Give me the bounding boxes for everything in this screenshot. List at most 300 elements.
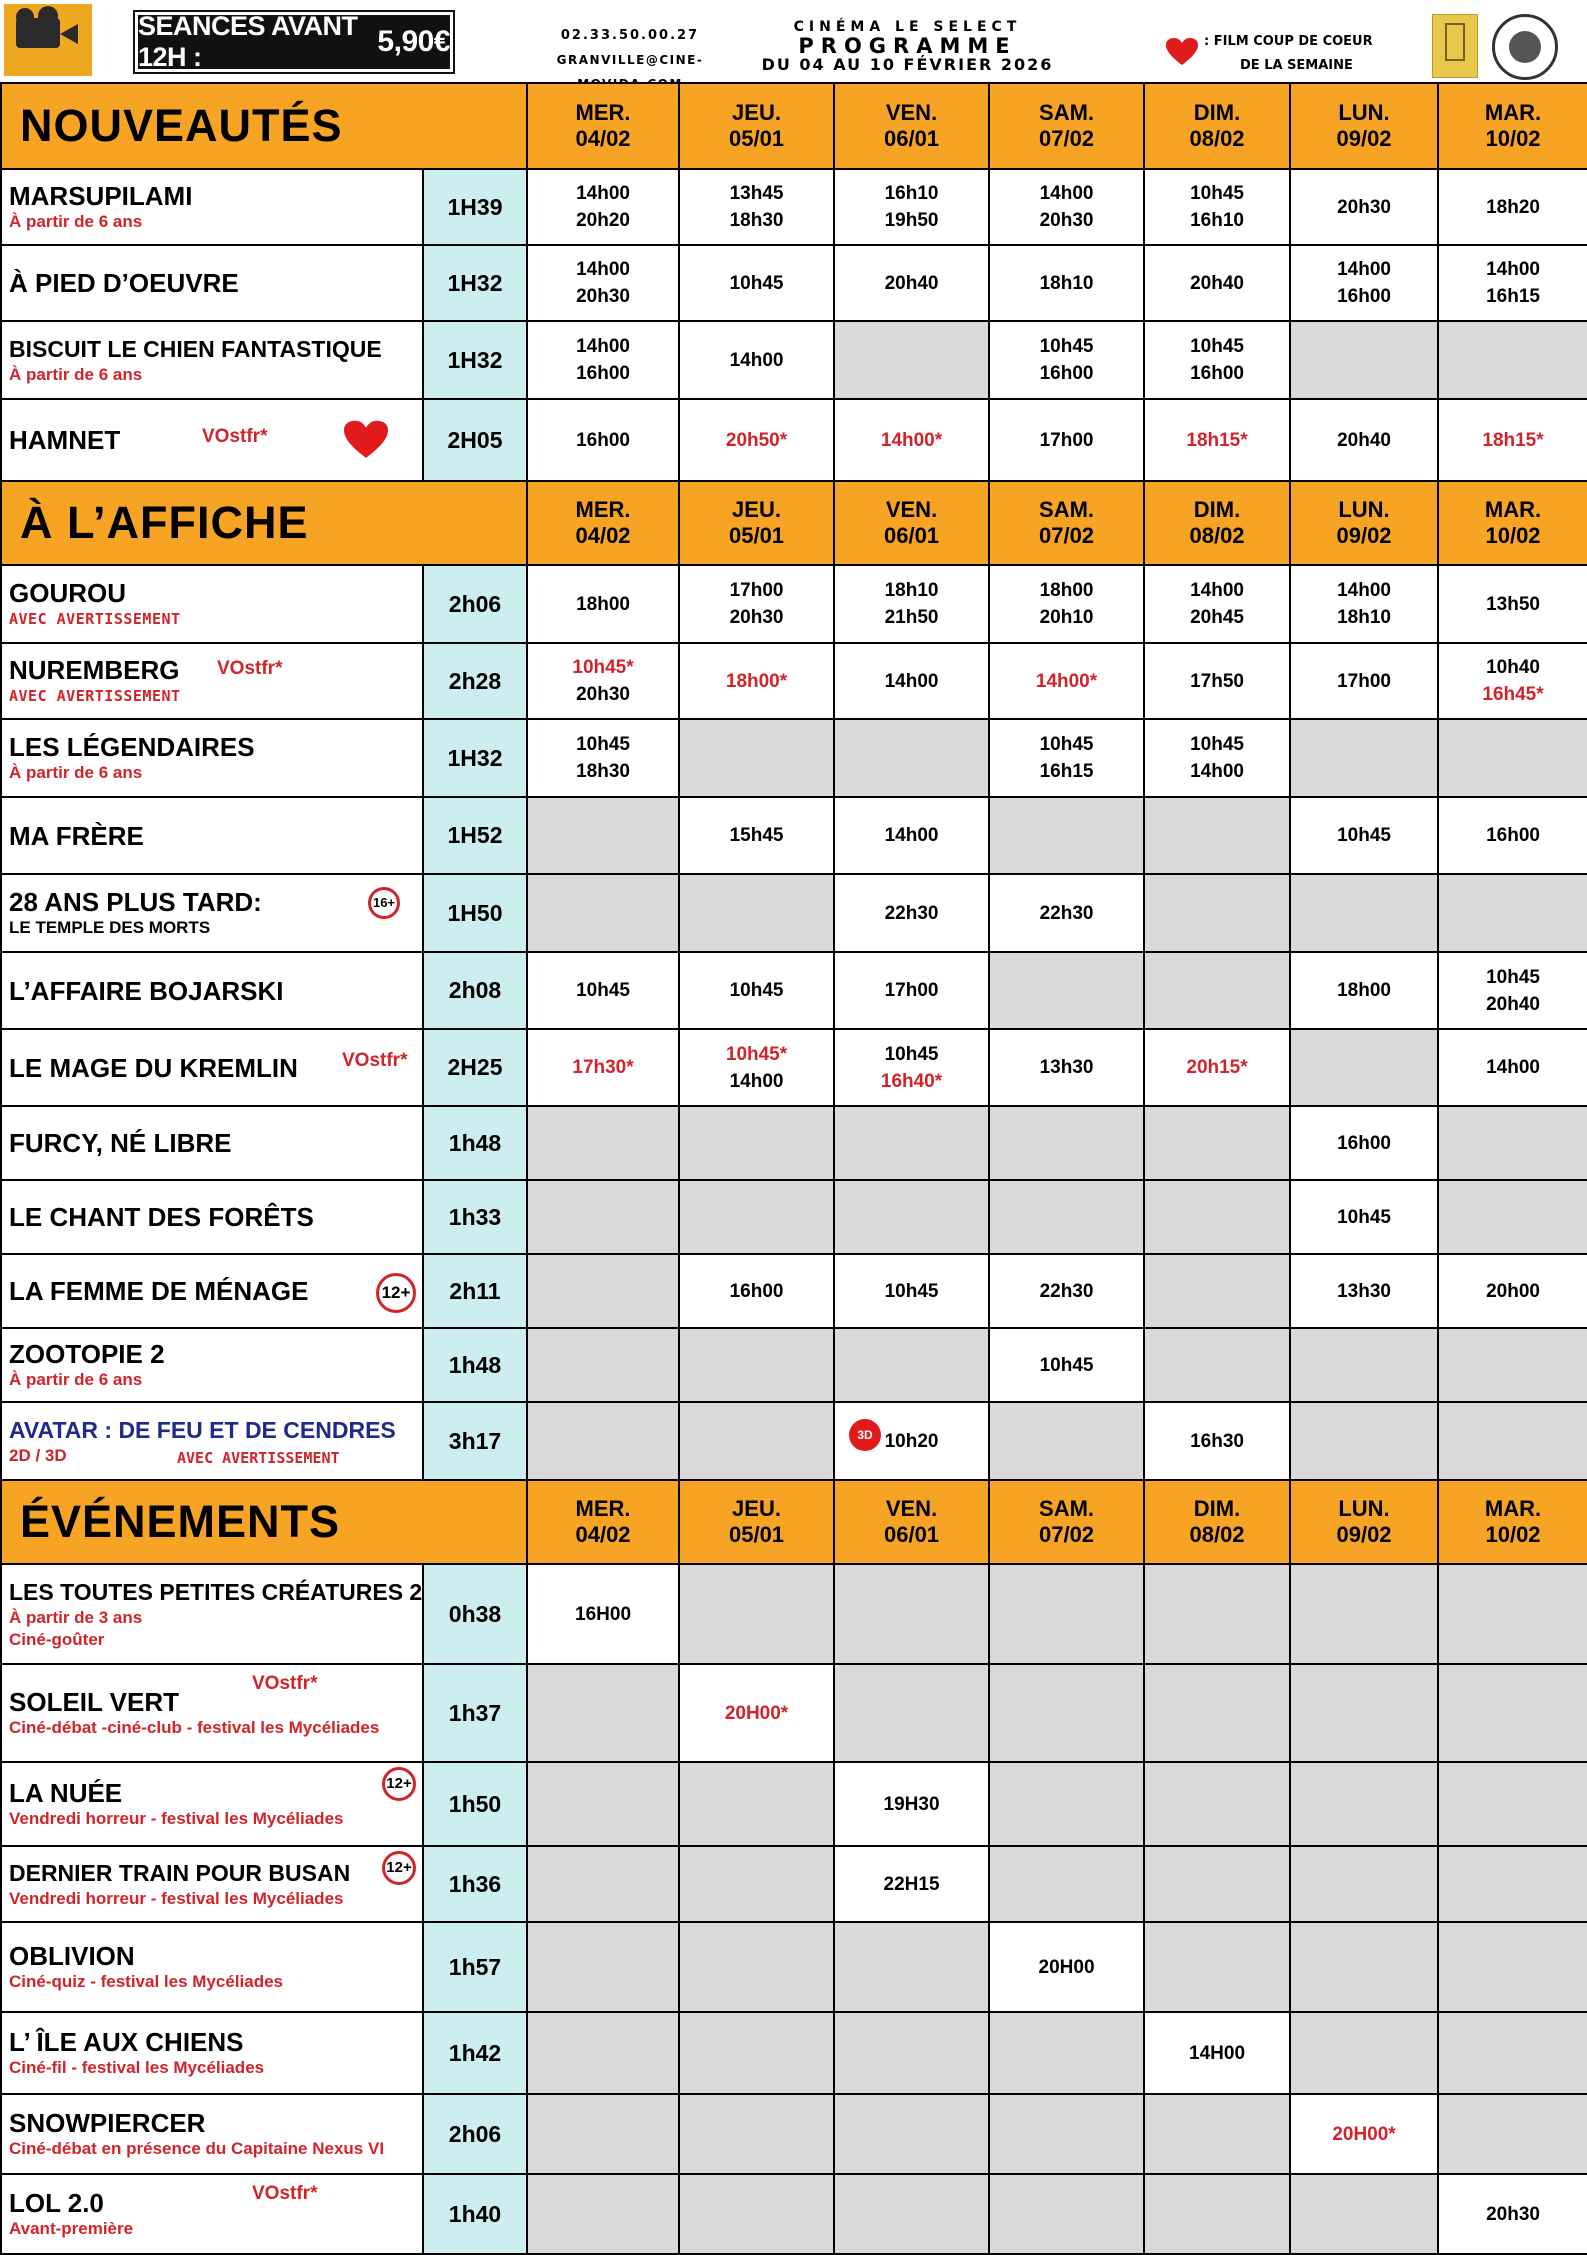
session-cell	[1438, 169, 1587, 245]
day-date: 06/01	[883, 523, 940, 548]
film-cell	[1, 1254, 423, 1328]
session-cell	[527, 1846, 679, 1922]
session-cell	[679, 1402, 834, 1480]
session-cell	[1438, 1922, 1587, 2012]
film-row	[1, 565, 1587, 643]
session-time: 20h40	[1337, 429, 1391, 451]
film-title: À PIED D’OEUVRE	[9, 268, 239, 298]
session-cell	[1144, 1180, 1290, 1254]
session-time: 22h30	[1039, 902, 1094, 924]
session-time: 14h00	[1190, 580, 1244, 601]
day-date: 05/01	[728, 1522, 785, 1547]
session-cell	[527, 2012, 679, 2094]
film-title: LE CHANT DES FORÊTS	[9, 1202, 314, 1232]
session-time: 20h20	[576, 210, 630, 231]
session-time: 14h00	[729, 349, 784, 371]
film-duration: 1h40	[423, 2174, 527, 2254]
session-time: 16h45*	[1482, 684, 1544, 705]
session-cell	[1438, 719, 1587, 797]
session-cell	[1144, 643, 1290, 719]
session-time: 18h30	[576, 761, 630, 782]
session-time: 14h00	[576, 336, 630, 357]
film-cell	[1, 1664, 423, 1762]
session-time: 22h30	[1039, 1280, 1094, 1302]
session-cell	[679, 1180, 834, 1254]
session-cell	[679, 321, 834, 399]
day-date: 05/01	[728, 126, 785, 151]
session-cell	[1290, 2094, 1438, 2174]
session-cell	[1290, 1029, 1438, 1106]
film-row	[1, 169, 1587, 245]
session-cell	[1438, 797, 1587, 874]
vostfr-label: VOstfr*	[252, 2183, 318, 2204]
session-time: 16H00	[575, 1603, 632, 1625]
session-cell	[1290, 1564, 1438, 1664]
film-duration: 2H25	[423, 1029, 527, 1106]
session-time: 18h00	[1039, 580, 1094, 601]
day-date: 04/02	[575, 126, 631, 151]
session-cell	[679, 1846, 834, 1922]
session-cell	[834, 952, 989, 1029]
film-cell	[1, 245, 423, 321]
session-time: 10h45	[1039, 336, 1094, 357]
day-date: 09/02	[1336, 523, 1392, 548]
session-time: 14h00	[1337, 580, 1391, 601]
session-cell	[1144, 2094, 1290, 2174]
session-cell	[989, 1664, 1144, 1762]
session-time: 15h45	[729, 825, 784, 846]
film-title: GOUROU	[9, 578, 126, 608]
film-duration: 1H32	[423, 321, 527, 399]
session-cell	[1144, 399, 1290, 481]
session-time: 18h10	[1039, 272, 1094, 294]
day-name: LUN.	[1338, 497, 1390, 522]
film-title: LES LÉGENDAIRES	[9, 732, 255, 762]
film-title: 28 ANS PLUS TARD:	[9, 887, 262, 917]
film-duration: 1H39	[423, 169, 527, 245]
film-cell	[1, 643, 423, 719]
day-date: 04/02	[575, 523, 631, 548]
legend-line-1: : FILM COUP DE COEUR	[1204, 34, 1373, 49]
session-cell	[834, 643, 989, 719]
section-header-row	[1, 481, 1587, 565]
session-cell	[527, 1328, 679, 1402]
session-time: 14h00	[729, 1070, 784, 1092]
session-time: 16h00	[1486, 825, 1540, 846]
film-row	[1, 643, 1587, 719]
film-duration: 1h50	[423, 1762, 527, 1846]
film-cell	[1, 1564, 423, 1664]
session-cell	[1144, 797, 1290, 874]
film-subtitle: À partir de 6 ans	[9, 365, 143, 384]
session-cell	[679, 169, 834, 245]
session-cell	[1438, 2012, 1587, 2094]
session-cell	[679, 1762, 834, 1846]
session-cell	[1438, 2174, 1587, 2254]
session-cell	[527, 1922, 679, 2012]
session-cell	[834, 1402, 989, 1480]
age-rating-icon: 12+	[376, 1273, 416, 1313]
film-title: NUREMBERG	[9, 655, 180, 685]
heart-icon	[344, 420, 388, 460]
day-date: 08/02	[1189, 126, 1245, 151]
le-select-logo-icon	[1432, 14, 1478, 78]
session-time: 14h00	[1486, 1057, 1540, 1078]
day-date: 08/02	[1189, 1522, 1245, 1547]
session-cell	[834, 874, 989, 952]
session-cell	[1144, 1029, 1290, 1106]
warning-label: AVEC AVERTISSEMENT	[177, 1449, 340, 1467]
session-cell	[834, 321, 989, 399]
film-row	[1, 1922, 1587, 2012]
session-cell	[834, 1762, 989, 1846]
day-date: 10/02	[1485, 1522, 1541, 1547]
session-time: 20h40	[884, 272, 939, 294]
session-time: 16h00	[1190, 363, 1244, 384]
film-cell	[1, 2012, 423, 2094]
film-title: SNOWPIERCER	[9, 2108, 206, 2138]
day-name: DIM.	[1193, 100, 1241, 125]
session-cell	[834, 2094, 989, 2174]
day-header	[1438, 1480, 1587, 1564]
film-duration: 2H05	[423, 399, 527, 481]
cinema-title-block	[735, 18, 1080, 74]
session-cell	[1438, 565, 1587, 643]
session-cell	[527, 874, 679, 952]
legend-line-2: DE LA SEMAINE	[1240, 58, 1353, 73]
session-time: 16h40*	[880, 1070, 943, 1092]
session-cell	[679, 1029, 834, 1106]
film-subtitle: À partir de 6 ans	[9, 212, 143, 231]
session-cell	[1290, 2174, 1438, 2254]
session-time: 18h00	[1337, 980, 1391, 1001]
session-cell	[679, 797, 834, 874]
session-cell	[989, 1762, 1144, 1846]
session-time: 20h45	[1190, 607, 1244, 628]
film-duration: 1h48	[423, 1328, 527, 1402]
session-time: 20h30	[576, 286, 630, 307]
session-cell	[834, 2012, 989, 2094]
session-time: 10h40	[1486, 657, 1540, 678]
email-address: GRANVILLE@CINE-	[556, 53, 704, 67]
film-cell	[1, 1180, 423, 1254]
session-time: 10h45	[1486, 966, 1540, 988]
film-duration: 1h36	[423, 1846, 527, 1922]
session-cell	[989, 1402, 1144, 1480]
3d-badge-icon: 3D	[849, 1419, 881, 1451]
film-duration: 1H50	[423, 874, 527, 952]
session-time: 14h00	[1039, 183, 1094, 204]
film-title: LA FEMME DE MÉNAGE	[9, 1276, 309, 1306]
session-cell	[1290, 952, 1438, 1029]
session-cell	[679, 952, 834, 1029]
day-header	[1290, 1480, 1438, 1564]
film-title: LES TOUTES PETITES CRÉATURES 2	[9, 1579, 423, 1605]
session-cell	[834, 719, 989, 797]
session-cell	[989, 245, 1144, 321]
film-title: MARSUPILAMI	[9, 181, 193, 211]
session-time: 10h45	[1337, 1206, 1391, 1228]
session-cell	[989, 1922, 1144, 2012]
session-cell	[1144, 2174, 1290, 2254]
session-cell	[1438, 1846, 1587, 1922]
session-time: 10h45	[884, 1280, 939, 1302]
session-cell	[679, 2174, 834, 2254]
session-cell	[834, 2174, 989, 2254]
film-subtitle: Ciné-quiz - festival les Mycéliades	[9, 1972, 283, 1991]
session-cell	[527, 1106, 679, 1180]
session-cell	[527, 2174, 679, 2254]
session-time: 14H00	[1189, 2042, 1246, 2064]
age-rating-icon: 16+	[368, 887, 400, 919]
day-name: MER.	[575, 100, 631, 125]
session-time: 20h40	[1486, 993, 1540, 1015]
day-date: 06/01	[883, 126, 940, 151]
session-cell	[1144, 1846, 1290, 1922]
film-row	[1, 2012, 1587, 2094]
age-rating-icon: 12+	[382, 1767, 416, 1801]
session-cell	[527, 952, 679, 1029]
day-header	[1438, 481, 1587, 565]
day-name: JEU.	[732, 497, 781, 522]
session-cell	[1438, 1029, 1587, 1106]
film-title: HAMNET	[9, 425, 121, 455]
session-cell	[989, 797, 1144, 874]
session-time: 16h00	[1337, 1132, 1391, 1154]
session-cell	[527, 1564, 679, 1664]
film-cell	[1, 1402, 423, 1480]
session-time: 17h00	[1337, 670, 1391, 692]
session-cell	[1438, 321, 1587, 399]
film-row	[1, 952, 1587, 1029]
session-cell	[1290, 1762, 1438, 1846]
session-time: 14h00*	[880, 429, 943, 451]
session-time: 20H00*	[724, 1702, 789, 1724]
film-duration: 1H32	[423, 245, 527, 321]
section-title: NOUVEAUTÉS	[1, 83, 527, 169]
film-row	[1, 797, 1587, 874]
program-dates: DU 04 AU 10 FÉVRIER 2026	[761, 55, 1054, 74]
day-name: MER.	[575, 1496, 631, 1521]
day-name: SAM.	[1039, 100, 1095, 125]
session-cell	[1290, 1254, 1438, 1328]
day-name: DIM.	[1193, 1496, 1241, 1521]
promo-label: SÉANCES AVANT 12H :	[138, 11, 358, 72]
film-row	[1, 719, 1587, 797]
day-header	[527, 1480, 679, 1564]
session-cell	[989, 321, 1144, 399]
day-header	[527, 83, 679, 169]
film-row	[1, 2094, 1587, 2174]
cine-movida-logo-icon	[1492, 14, 1558, 80]
film-row	[1, 874, 1587, 952]
session-cell	[679, 1922, 834, 2012]
session-cell	[1290, 2012, 1438, 2094]
day-header	[989, 1480, 1144, 1564]
session-cell	[1144, 169, 1290, 245]
session-cell	[1290, 399, 1438, 481]
film-duration: 1h48	[423, 1106, 527, 1180]
film-subtitle: AVEC AVERTISSEMENT	[9, 610, 181, 628]
film-subtitle: Ciné-débat -ciné-club - festival les Mycéliades	[9, 1718, 380, 1737]
session-cell	[1438, 2094, 1587, 2174]
session-cell	[1438, 1564, 1587, 1664]
session-cell	[989, 874, 1144, 952]
session-cell	[834, 1180, 989, 1254]
session-time: 10h45	[1190, 734, 1244, 755]
session-cell	[527, 797, 679, 874]
session-cell	[834, 1029, 989, 1106]
session-cell	[834, 1922, 989, 2012]
session-cell	[527, 399, 679, 481]
session-cell	[834, 1664, 989, 1762]
session-cell	[1144, 952, 1290, 1029]
session-cell	[527, 1664, 679, 1762]
film-subtitle: 2D / 3D	[9, 1446, 67, 1465]
film-title: L’AFFAIRE BOJARSKI	[9, 975, 284, 1006]
session-cell	[1144, 1328, 1290, 1402]
session-time: 14h00	[1486, 259, 1540, 280]
session-time: 20h30	[576, 684, 630, 705]
session-time: 22H15	[883, 1873, 940, 1895]
section-title: ÉVÉNEMENTS	[1, 1480, 527, 1564]
session-time: 14h00	[1190, 761, 1244, 782]
session-cell	[1144, 1664, 1290, 1762]
session-cell	[989, 1328, 1144, 1402]
session-cell	[1438, 1762, 1587, 1846]
session-time: 18h10	[1337, 607, 1391, 628]
day-date: 10/02	[1485, 126, 1541, 151]
film-title: ZOOTOPIE 2	[9, 1339, 165, 1369]
session-cell	[834, 1254, 989, 1328]
session-cell	[1144, 2012, 1290, 2094]
day-header	[527, 481, 679, 565]
session-cell	[1144, 1254, 1290, 1328]
session-time: 14h00	[576, 183, 630, 204]
film-subtitle: Avant-première	[9, 2219, 134, 2238]
session-time: 20h30	[729, 607, 784, 628]
session-cell	[989, 399, 1144, 481]
session-cell	[834, 1846, 989, 1922]
session-cell	[989, 643, 1144, 719]
day-name: LUN.	[1338, 100, 1390, 125]
session-time: 18h20	[1486, 196, 1540, 218]
session-cell	[1144, 1564, 1290, 1664]
session-cell	[1438, 245, 1587, 321]
promo-price: 5,90€	[377, 25, 450, 58]
film-row	[1, 1762, 1587, 1846]
camera-logo-icon	[4, 4, 92, 76]
film-duration: 1h57	[423, 1922, 527, 2012]
film-cell	[1, 1762, 423, 1846]
film-row	[1, 1029, 1587, 1106]
session-time: 13h30	[1039, 1057, 1094, 1078]
film-cell	[1, 952, 423, 1029]
session-time: 17h00	[1039, 429, 1094, 451]
film-row	[1, 1664, 1587, 1762]
film-duration: 1h33	[423, 1180, 527, 1254]
film-duration: 0h38	[423, 1564, 527, 1664]
film-cell	[1, 1846, 423, 1922]
session-cell	[1290, 169, 1438, 245]
session-time: 20h15*	[1186, 1057, 1248, 1078]
day-name: SAM.	[1039, 497, 1095, 522]
vostfr-label: VOstfr*	[202, 426, 268, 447]
film-row	[1, 1846, 1587, 1922]
session-cell	[527, 169, 679, 245]
film-subtitle: À partir de 6 ans	[9, 1370, 143, 1389]
day-header	[1438, 83, 1587, 169]
film-cell	[1, 2094, 423, 2174]
session-time: 21h50	[884, 607, 939, 628]
session-cell	[1290, 1328, 1438, 1402]
day-header	[1290, 83, 1438, 169]
session-cell	[989, 1180, 1144, 1254]
day-header	[834, 1480, 989, 1564]
session-time: 10h45	[729, 980, 784, 1001]
phone-number: 02.33.50.00.27	[560, 28, 700, 43]
session-cell	[679, 2094, 834, 2174]
session-time: 17h50	[1190, 670, 1244, 692]
session-cell	[1438, 1402, 1587, 1480]
session-time: 20h30	[1486, 2203, 1540, 2225]
session-cell	[989, 952, 1144, 1029]
day-date: 06/01	[883, 1522, 940, 1547]
session-cell	[679, 1254, 834, 1328]
session-cell	[679, 643, 834, 719]
session-cell	[1438, 399, 1587, 481]
day-name: VEN.	[885, 1496, 938, 1521]
heart-icon	[1166, 38, 1198, 66]
session-time: 19H30	[883, 1793, 940, 1815]
session-time: 10h45	[576, 980, 630, 1001]
film-title: MA FRÈRE	[9, 820, 144, 851]
film-title: LOL 2.0	[9, 2188, 104, 2218]
session-time: 13h45	[729, 183, 784, 204]
session-cell	[527, 2094, 679, 2174]
film-row	[1, 1180, 1587, 1254]
session-cell	[527, 1402, 679, 1480]
film-subtitle-2: Ciné-goûter	[9, 1630, 105, 1649]
session-cell	[527, 245, 679, 321]
session-cell	[1144, 1106, 1290, 1180]
film-row	[1, 399, 1587, 481]
session-time: 20h40	[1190, 272, 1244, 294]
day-name: SAM.	[1039, 1496, 1095, 1521]
session-cell	[1144, 1922, 1290, 2012]
film-cell	[1, 565, 423, 643]
film-cell	[1, 321, 423, 399]
film-title: L’ ÎLE AUX CHIENS	[9, 2027, 244, 2057]
session-cell	[1144, 321, 1290, 399]
film-row	[1, 245, 1587, 321]
legend	[1160, 30, 1410, 78]
session-cell	[679, 1328, 834, 1402]
film-row	[1, 1254, 1587, 1328]
film-duration: 1H52	[423, 797, 527, 874]
film-row	[1, 1328, 1587, 1402]
session-time: 13h30	[1337, 1280, 1391, 1302]
film-duration: 3h17	[423, 1402, 527, 1480]
session-cell	[679, 1664, 834, 1762]
day-date: 04/02	[575, 1522, 631, 1547]
film-row	[1, 321, 1587, 399]
session-cell	[989, 1846, 1144, 1922]
session-time: 17h00	[729, 580, 784, 601]
film-cell	[1, 1922, 423, 2012]
session-cell	[1438, 1254, 1587, 1328]
session-cell	[834, 399, 989, 481]
